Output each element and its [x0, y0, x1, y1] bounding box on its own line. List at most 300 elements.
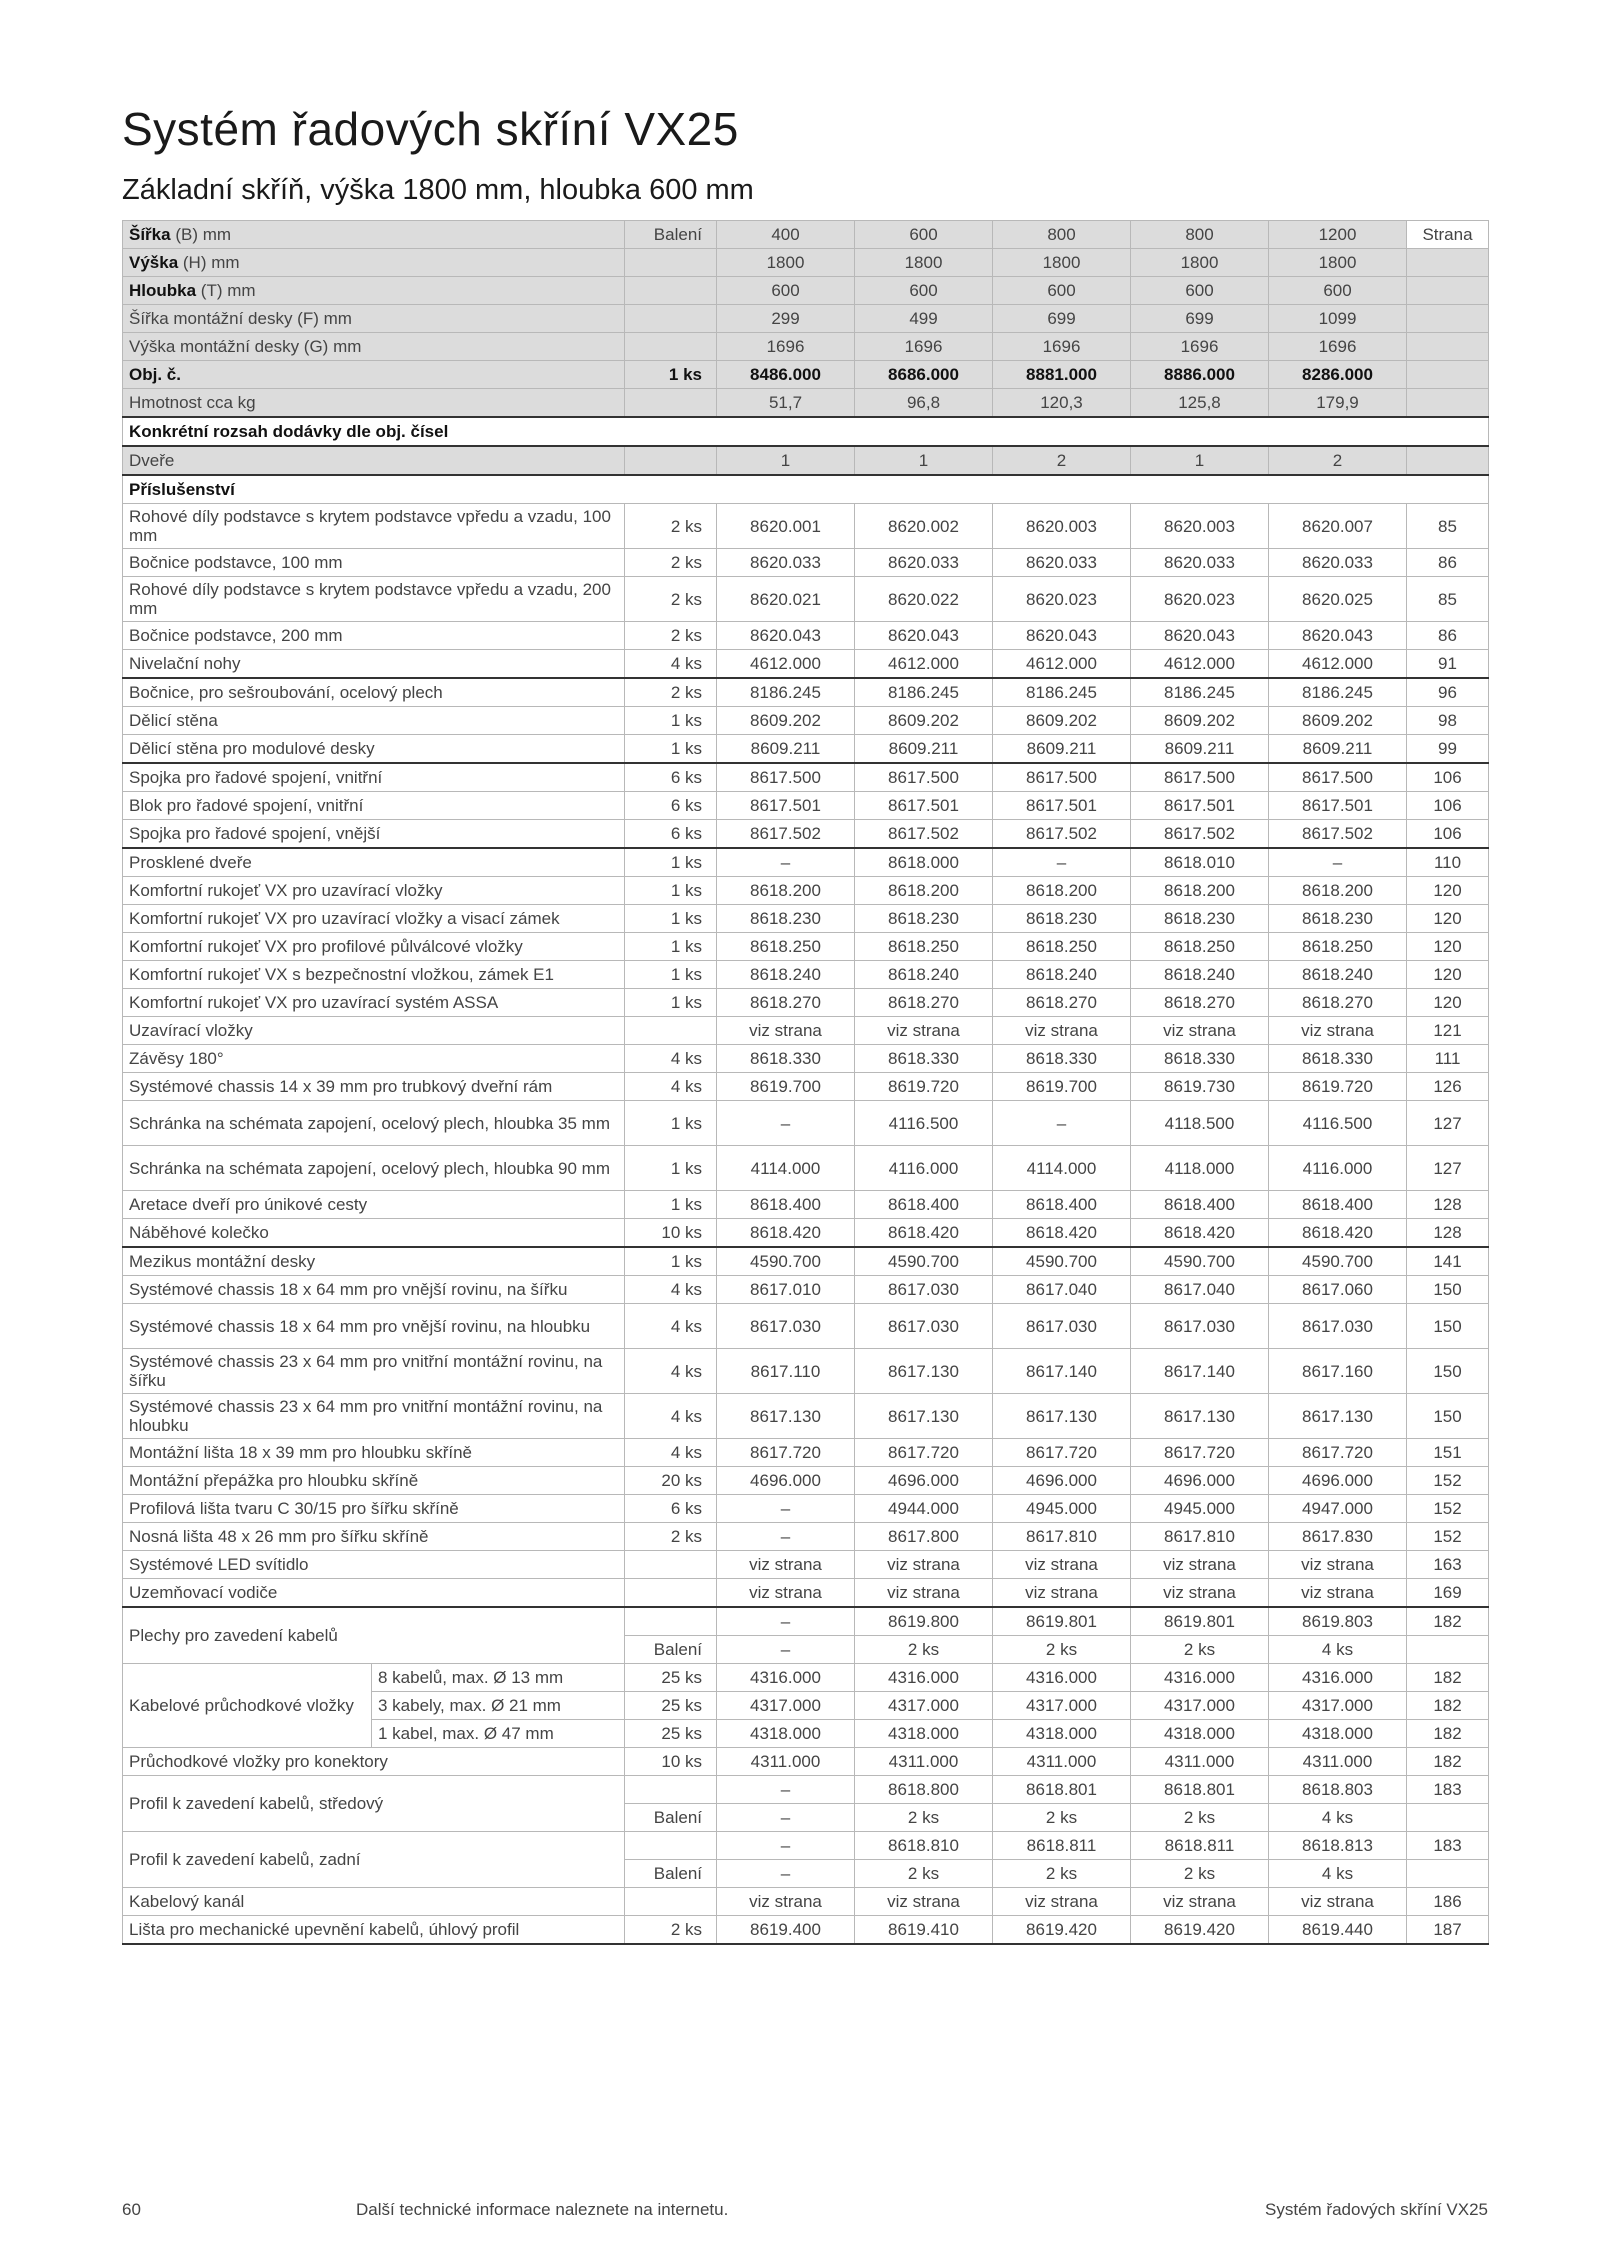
table-row [123, 848, 1489, 877]
value-cell: 8617.030 [1131, 1304, 1269, 1349]
page-cell: 169 [1407, 1579, 1489, 1608]
value-cell: 4316.000 [1131, 1664, 1269, 1692]
value-cell: 1696 [993, 333, 1131, 361]
table-row [123, 989, 1489, 1017]
page-cell: 98 [1407, 707, 1489, 735]
table-row [123, 1888, 1489, 1916]
value-cell: 8620.043 [1131, 622, 1269, 650]
row-label: Systémové chassis 23 x 64 mm pro vnitřní montážní rovinu, na šířku [123, 1349, 625, 1394]
value-cell: 8619.801 [993, 1607, 1131, 1636]
page-cell: 183 [1407, 1832, 1489, 1860]
value-cell: 1696 [1131, 333, 1269, 361]
value-cell: – [717, 1860, 855, 1888]
value-cell: 4311.000 [993, 1748, 1131, 1776]
row-label: Systémové chassis 18 x 64 mm pro vnější rovinu, na šířku [123, 1276, 625, 1304]
page-cell: 128 [1407, 1191, 1489, 1219]
pack-cell [625, 333, 717, 361]
value-cell: 8618.200 [855, 877, 993, 905]
value-cell: 8617.130 [1131, 1394, 1269, 1439]
page-cell: 85 [1407, 504, 1489, 549]
pack-cell: 4 ks [625, 650, 717, 679]
table-row [123, 1551, 1489, 1579]
table-row [123, 277, 1489, 305]
table-row [123, 678, 1489, 707]
row-label [123, 333, 625, 361]
page-cell [1407, 305, 1489, 333]
value-cell: 8617.010 [717, 1276, 855, 1304]
value-cell: 8486.000 [717, 361, 855, 389]
value-cell: viz strana [1131, 1551, 1269, 1579]
page-cell: 182 [1407, 1720, 1489, 1748]
page-cell: 121 [1407, 1017, 1489, 1045]
pack-cell: 10 ks [625, 1219, 717, 1248]
value-cell: 4116.000 [855, 1146, 993, 1191]
value-cell: viz strana [1269, 1017, 1407, 1045]
table-row [123, 305, 1489, 333]
value-cell: 8618.250 [717, 933, 855, 961]
value-cell: 8618.330 [1269, 1045, 1407, 1073]
value-cell: 4116.500 [1269, 1101, 1407, 1146]
table-row [123, 1045, 1489, 1073]
table-row [123, 1276, 1489, 1304]
row-label: Dělicí stěna pro modulové desky [123, 735, 625, 764]
page-cell [1407, 361, 1489, 389]
row-label: Rohové díly podstavce s krytem podstavce vpředu a vzadu, 100 mm [123, 504, 625, 549]
value-cell: 8617.030 [1269, 1304, 1407, 1349]
page-cell: 91 [1407, 650, 1489, 679]
spec-table [122, 220, 1489, 1945]
value-cell: 8620.043 [1269, 622, 1407, 650]
footer [122, 2200, 1488, 2224]
value-cell: 51,7 [717, 389, 855, 418]
page-cell: 182 [1407, 1692, 1489, 1720]
pack-cell: 1 ks [625, 735, 717, 764]
row-label: Montážní přepážka pro hloubku skříně [123, 1467, 625, 1495]
value-cell: 8618.000 [855, 848, 993, 877]
value-cell: 8618.420 [1131, 1219, 1269, 1248]
value-cell: 8618.400 [993, 1191, 1131, 1219]
value-cell: – [1269, 848, 1407, 877]
value-cell: 8617.030 [993, 1304, 1131, 1349]
value-cell: 8618.420 [855, 1219, 993, 1248]
page-cell [1407, 249, 1489, 277]
value-cell: 1800 [855, 249, 993, 277]
pack-cell: 20 ks [625, 1467, 717, 1495]
value-cell: 8620.021 [717, 577, 855, 622]
value-cell: 8609.211 [993, 735, 1131, 764]
pack-cell: 1 ks [625, 1101, 717, 1146]
value-cell: 8617.501 [1131, 792, 1269, 820]
row-label: Prosklené dveře [123, 848, 625, 877]
table-row [123, 577, 1489, 622]
table-row [123, 763, 1489, 792]
value-cell: 8620.043 [855, 622, 993, 650]
row-label: Aretace dveří pro únikové cesty [123, 1191, 625, 1219]
value-cell: 8618.330 [993, 1045, 1131, 1073]
value-cell: 8618.240 [717, 961, 855, 989]
value-cell: 8617.040 [1131, 1276, 1269, 1304]
row-label: Bočnice podstavce, 200 mm [123, 622, 625, 650]
value-cell: 4612.000 [717, 650, 855, 679]
pack-cell: 1 ks [625, 877, 717, 905]
pack-cell: 4 ks [625, 1394, 717, 1439]
table-row [123, 792, 1489, 820]
row-sublabel: 1 kabel, max. Ø 47 mm [372, 1720, 625, 1748]
value-cell: 8618.330 [717, 1045, 855, 1073]
value-cell: 8609.211 [1131, 735, 1269, 764]
value-cell: 8609.211 [855, 735, 993, 764]
value-cell: 8186.245 [993, 678, 1131, 707]
value-cell: 8618.803 [1269, 1776, 1407, 1804]
pack-cell: 4 ks [625, 1349, 717, 1394]
value-cell: 8618.200 [993, 877, 1131, 905]
table-row [123, 1439, 1489, 1467]
table-row [123, 1304, 1489, 1349]
value-cell: 8617.720 [717, 1439, 855, 1467]
value-cell: viz strana [717, 1017, 855, 1045]
row-label: Systémové chassis 23 x 64 mm pro vnitřní montážní rovinu, na hloubku [123, 1394, 625, 1439]
value-cell: 8609.202 [717, 707, 855, 735]
value-cell: 4 ks [1269, 1636, 1407, 1664]
row-label [123, 277, 625, 305]
table-row [123, 622, 1489, 650]
row-label [123, 249, 625, 277]
value-cell: 4318.000 [855, 1720, 993, 1748]
page-cell: 99 [1407, 735, 1489, 764]
value-cell: 4318.000 [717, 1720, 855, 1748]
value-cell: – [717, 1636, 855, 1664]
value-cell: viz strana [717, 1888, 855, 1916]
value-cell: 4696.000 [993, 1467, 1131, 1495]
value-cell: 8620.002 [855, 504, 993, 549]
value-cell: 4311.000 [855, 1748, 993, 1776]
row-label: Systémové LED svítidlo [123, 1551, 625, 1579]
value-cell: 8617.500 [1131, 763, 1269, 792]
row-label: Závěsy 180° [123, 1045, 625, 1073]
value-cell: 8618.420 [1269, 1219, 1407, 1248]
page-cell: 110 [1407, 848, 1489, 877]
pack-cell: 1 ks [625, 848, 717, 877]
value-cell: 8617.030 [855, 1304, 993, 1349]
pack-cell: 1 ks [625, 905, 717, 933]
pack-cell [625, 1579, 717, 1608]
table-row [123, 1916, 1489, 1945]
value-cell: 1696 [855, 333, 993, 361]
value-cell: 8618.250 [993, 933, 1131, 961]
value-cell: 499 [855, 305, 993, 333]
value-cell: 4318.000 [1269, 1720, 1407, 1748]
value-cell: 8618.240 [993, 961, 1131, 989]
value-cell: 4118.500 [1131, 1101, 1269, 1146]
value-cell: 8620.022 [855, 577, 993, 622]
pack-cell: 4 ks [625, 1304, 717, 1349]
row-label-text: (T) mm [196, 281, 256, 300]
value-cell: 4318.000 [993, 1720, 1131, 1748]
value-cell: 4696.000 [855, 1467, 993, 1495]
row-label: Mezikus montážní desky [123, 1247, 625, 1276]
value-cell: 8618.400 [717, 1191, 855, 1219]
pack-cell: 1 ks [625, 1247, 717, 1276]
row-label: Montážní lišta 18 x 39 mm pro hloubku skříně [123, 1439, 625, 1467]
page-cell: 152 [1407, 1495, 1489, 1523]
row-label [123, 361, 625, 389]
table-row [123, 1247, 1489, 1276]
value-cell: 8619.440 [1269, 1916, 1407, 1945]
page-cell: 127 [1407, 1101, 1489, 1146]
page-cell: 111 [1407, 1045, 1489, 1073]
row-label: Spojka pro řadové spojení, vnitřní [123, 763, 625, 792]
value-cell: 8617.502 [855, 820, 993, 849]
value-cell: 8620.033 [855, 549, 993, 577]
row-label: Dveře [123, 446, 625, 475]
page-cell: 152 [1407, 1523, 1489, 1551]
row-label: Nivelační nohy [123, 650, 625, 679]
value-cell: 4317.000 [1269, 1692, 1407, 1720]
page-cell: 106 [1407, 792, 1489, 820]
pack-cell: 6 ks [625, 820, 717, 849]
pack-cell: 6 ks [625, 763, 717, 792]
value-cell: 4317.000 [993, 1692, 1131, 1720]
table-row [123, 1073, 1489, 1101]
value-cell: 8619.700 [993, 1073, 1131, 1101]
value-cell: 8617.500 [717, 763, 855, 792]
row-label [123, 389, 625, 418]
value-cell: 8618.240 [1131, 961, 1269, 989]
value-cell: 8618.230 [855, 905, 993, 933]
pack-cell: 25 ks [625, 1664, 717, 1692]
table-row [123, 877, 1489, 905]
pack-cell: 1 ks [625, 361, 717, 389]
value-cell: 4612.000 [855, 650, 993, 679]
value-cell: 8609.202 [993, 707, 1131, 735]
value-cell: 8618.240 [1269, 961, 1407, 989]
page-cell: 96 [1407, 678, 1489, 707]
page-cell: 182 [1407, 1607, 1489, 1636]
row-sublabel: 8 kabelů, max. Ø 13 mm [372, 1664, 625, 1692]
page-cell [1407, 446, 1489, 475]
value-cell: – [717, 1804, 855, 1832]
page-cell: 85 [1407, 577, 1489, 622]
value-cell: 8617.502 [1131, 820, 1269, 849]
value-cell: – [717, 1523, 855, 1551]
page-cell [1407, 277, 1489, 305]
row-label: Lišta pro mechanické upevnění kabelů, úhlový profil [123, 1916, 625, 1945]
value-cell: 4945.000 [993, 1495, 1131, 1523]
value-cell: 4311.000 [1269, 1748, 1407, 1776]
pack-cell [625, 1888, 717, 1916]
value-cell: 8617.030 [855, 1276, 993, 1304]
table-row [123, 961, 1489, 989]
value-cell: 400 [717, 221, 855, 249]
page-subtitle: Základní skříň, výška 1800 mm, hloubka 600 mm [122, 174, 754, 206]
value-cell: 8618.813 [1269, 1832, 1407, 1860]
value-cell: 8617.720 [1269, 1439, 1407, 1467]
value-cell: 4590.700 [855, 1247, 993, 1276]
value-cell: 8619.720 [855, 1073, 993, 1101]
value-cell: 600 [855, 221, 993, 249]
pack-cell [625, 277, 717, 305]
value-cell: 8618.270 [855, 989, 993, 1017]
row-label: Komfortní rukojeť VX pro uzavírací vložky a visací zámek [123, 905, 625, 933]
value-cell: 8620.023 [1131, 577, 1269, 622]
value-cell: – [717, 1832, 855, 1860]
value-cell: 2 ks [855, 1804, 993, 1832]
value-cell: 4696.000 [1269, 1467, 1407, 1495]
value-cell: 8886.000 [1131, 361, 1269, 389]
value-cell: 2 ks [993, 1636, 1131, 1664]
value-cell: 8617.810 [1131, 1523, 1269, 1551]
pack-cell: 2 ks [625, 678, 717, 707]
table-row [123, 1101, 1489, 1146]
value-cell: 8619.720 [1269, 1073, 1407, 1101]
value-cell: 8881.000 [993, 361, 1131, 389]
pack-cell [625, 1551, 717, 1579]
table-row [123, 361, 1489, 389]
value-cell: 8620.033 [717, 549, 855, 577]
value-cell: 800 [993, 221, 1131, 249]
value-cell: 600 [717, 277, 855, 305]
row-label: Kabelové průchodkové vložky [123, 1664, 372, 1748]
page-cell: 150 [1407, 1276, 1489, 1304]
pack-cell: Balení [625, 221, 717, 249]
value-cell: 8619.800 [855, 1607, 993, 1636]
value-cell: – [993, 848, 1131, 877]
row-label: Plechy pro zavedení kabelů [123, 1607, 625, 1664]
value-cell: 8617.810 [993, 1523, 1131, 1551]
table-row [123, 1146, 1489, 1191]
value-cell: 8619.420 [1131, 1916, 1269, 1945]
value-cell: 8617.060 [1269, 1276, 1407, 1304]
section-heading: Příslušenství [123, 475, 1489, 504]
value-cell: 4590.700 [1131, 1247, 1269, 1276]
value-cell: 8686.000 [855, 361, 993, 389]
page-cell [1407, 1860, 1489, 1888]
value-cell: 600 [1269, 277, 1407, 305]
value-cell: 4590.700 [717, 1247, 855, 1276]
pack-cell: Balení [625, 1804, 717, 1832]
page-cell [1407, 389, 1489, 418]
value-cell: 8620.007 [1269, 504, 1407, 549]
page-cell: 120 [1407, 961, 1489, 989]
value-cell: 8618.801 [1131, 1776, 1269, 1804]
table-row [123, 905, 1489, 933]
pack-cell: 2 ks [625, 577, 717, 622]
value-cell: 4116.000 [1269, 1146, 1407, 1191]
value-cell: 8618.270 [1131, 989, 1269, 1017]
value-cell: viz strana [1131, 1888, 1269, 1916]
value-cell: 1099 [1269, 305, 1407, 333]
page-cell: 120 [1407, 933, 1489, 961]
table-row [123, 1748, 1489, 1776]
pack-cell [625, 389, 717, 418]
value-cell: 8618.800 [855, 1776, 993, 1804]
page-cell: 152 [1407, 1467, 1489, 1495]
value-cell: 4612.000 [1131, 650, 1269, 679]
value-cell: 8618.200 [717, 877, 855, 905]
value-cell: 8618.810 [855, 1832, 993, 1860]
value-cell: 8617.502 [993, 820, 1131, 849]
value-cell: 8620.023 [993, 577, 1131, 622]
table-row [123, 820, 1489, 849]
value-cell: 8617.500 [1269, 763, 1407, 792]
value-cell: 8186.245 [1131, 678, 1269, 707]
value-cell: 8618.010 [1131, 848, 1269, 877]
page-cell: 106 [1407, 820, 1489, 849]
pack-cell: 4 ks [625, 1439, 717, 1467]
pack-cell [625, 305, 717, 333]
value-cell: 1696 [717, 333, 855, 361]
row-label: Blok pro řadové spojení, vnitřní [123, 792, 625, 820]
value-cell: viz strana [1131, 1017, 1269, 1045]
value-cell: 8617.130 [717, 1394, 855, 1439]
row-label: Nosná lišta 48 x 26 mm pro šířku skříně [123, 1523, 625, 1551]
page-cell: 182 [1407, 1664, 1489, 1692]
pack-cell: 4 ks [625, 1045, 717, 1073]
value-cell: 8618.330 [1131, 1045, 1269, 1073]
value-cell: 8609.202 [1131, 707, 1269, 735]
value-cell: 8619.803 [1269, 1607, 1407, 1636]
value-cell: 120,3 [993, 389, 1131, 418]
value-cell: 299 [717, 305, 855, 333]
value-cell: viz strana [717, 1579, 855, 1608]
row-label: Náběhové kolečko [123, 1219, 625, 1248]
value-cell: 4316.000 [993, 1664, 1131, 1692]
value-cell: 8620.033 [1131, 549, 1269, 577]
table-row [123, 249, 1489, 277]
page-number: 60 [122, 2200, 141, 2219]
value-cell: 8618.250 [1269, 933, 1407, 961]
value-cell: 8186.245 [1269, 678, 1407, 707]
value-cell: 8620.043 [993, 622, 1131, 650]
table-row [123, 1523, 1489, 1551]
value-cell: 4114.000 [993, 1146, 1131, 1191]
table-row [123, 1467, 1489, 1495]
pack-cell: 10 ks [625, 1748, 717, 1776]
table-row [123, 1495, 1489, 1523]
row-label-text: (B) mm [170, 225, 232, 244]
value-cell: 8617.030 [717, 1304, 855, 1349]
value-cell: 2 [993, 446, 1131, 475]
value-cell: 4696.000 [717, 1467, 855, 1495]
value-cell: 4947.000 [1269, 1495, 1407, 1523]
value-cell: 8619.801 [1131, 1607, 1269, 1636]
page-cell: Strana [1407, 221, 1489, 249]
row-label-text: Šířka montážní desky (F) mm [129, 309, 352, 328]
spec-table-body [123, 221, 1489, 1945]
value-cell: 8620.033 [1269, 549, 1407, 577]
value-cell: 8620.003 [1131, 504, 1269, 549]
pack-cell: 2 ks [625, 1916, 717, 1945]
page-cell: 150 [1407, 1304, 1489, 1349]
value-cell: 4116.500 [855, 1101, 993, 1146]
pack-cell: 25 ks [625, 1692, 717, 1720]
value-cell: 8618.270 [1269, 989, 1407, 1017]
row-label: Komfortní rukojeť VX pro profilové půlválcové vložky [123, 933, 625, 961]
row-label: Systémové chassis 18 x 64 mm pro vnější rovinu, na hloubku [123, 1304, 625, 1349]
table-row [123, 417, 1489, 446]
value-cell: 8618.400 [1269, 1191, 1407, 1219]
row-label: Systémové chassis 14 x 39 mm pro trubkový dveřní rám [123, 1073, 625, 1101]
value-cell: 8609.202 [855, 707, 993, 735]
value-cell: 4590.700 [1269, 1247, 1407, 1276]
table-row [123, 1776, 1489, 1804]
pack-cell [625, 1607, 717, 1636]
value-cell: 8618.250 [1131, 933, 1269, 961]
table-row [123, 333, 1489, 361]
pack-cell: 4 ks [625, 1276, 717, 1304]
value-cell: 8618.240 [855, 961, 993, 989]
value-cell: viz strana [855, 1888, 993, 1916]
